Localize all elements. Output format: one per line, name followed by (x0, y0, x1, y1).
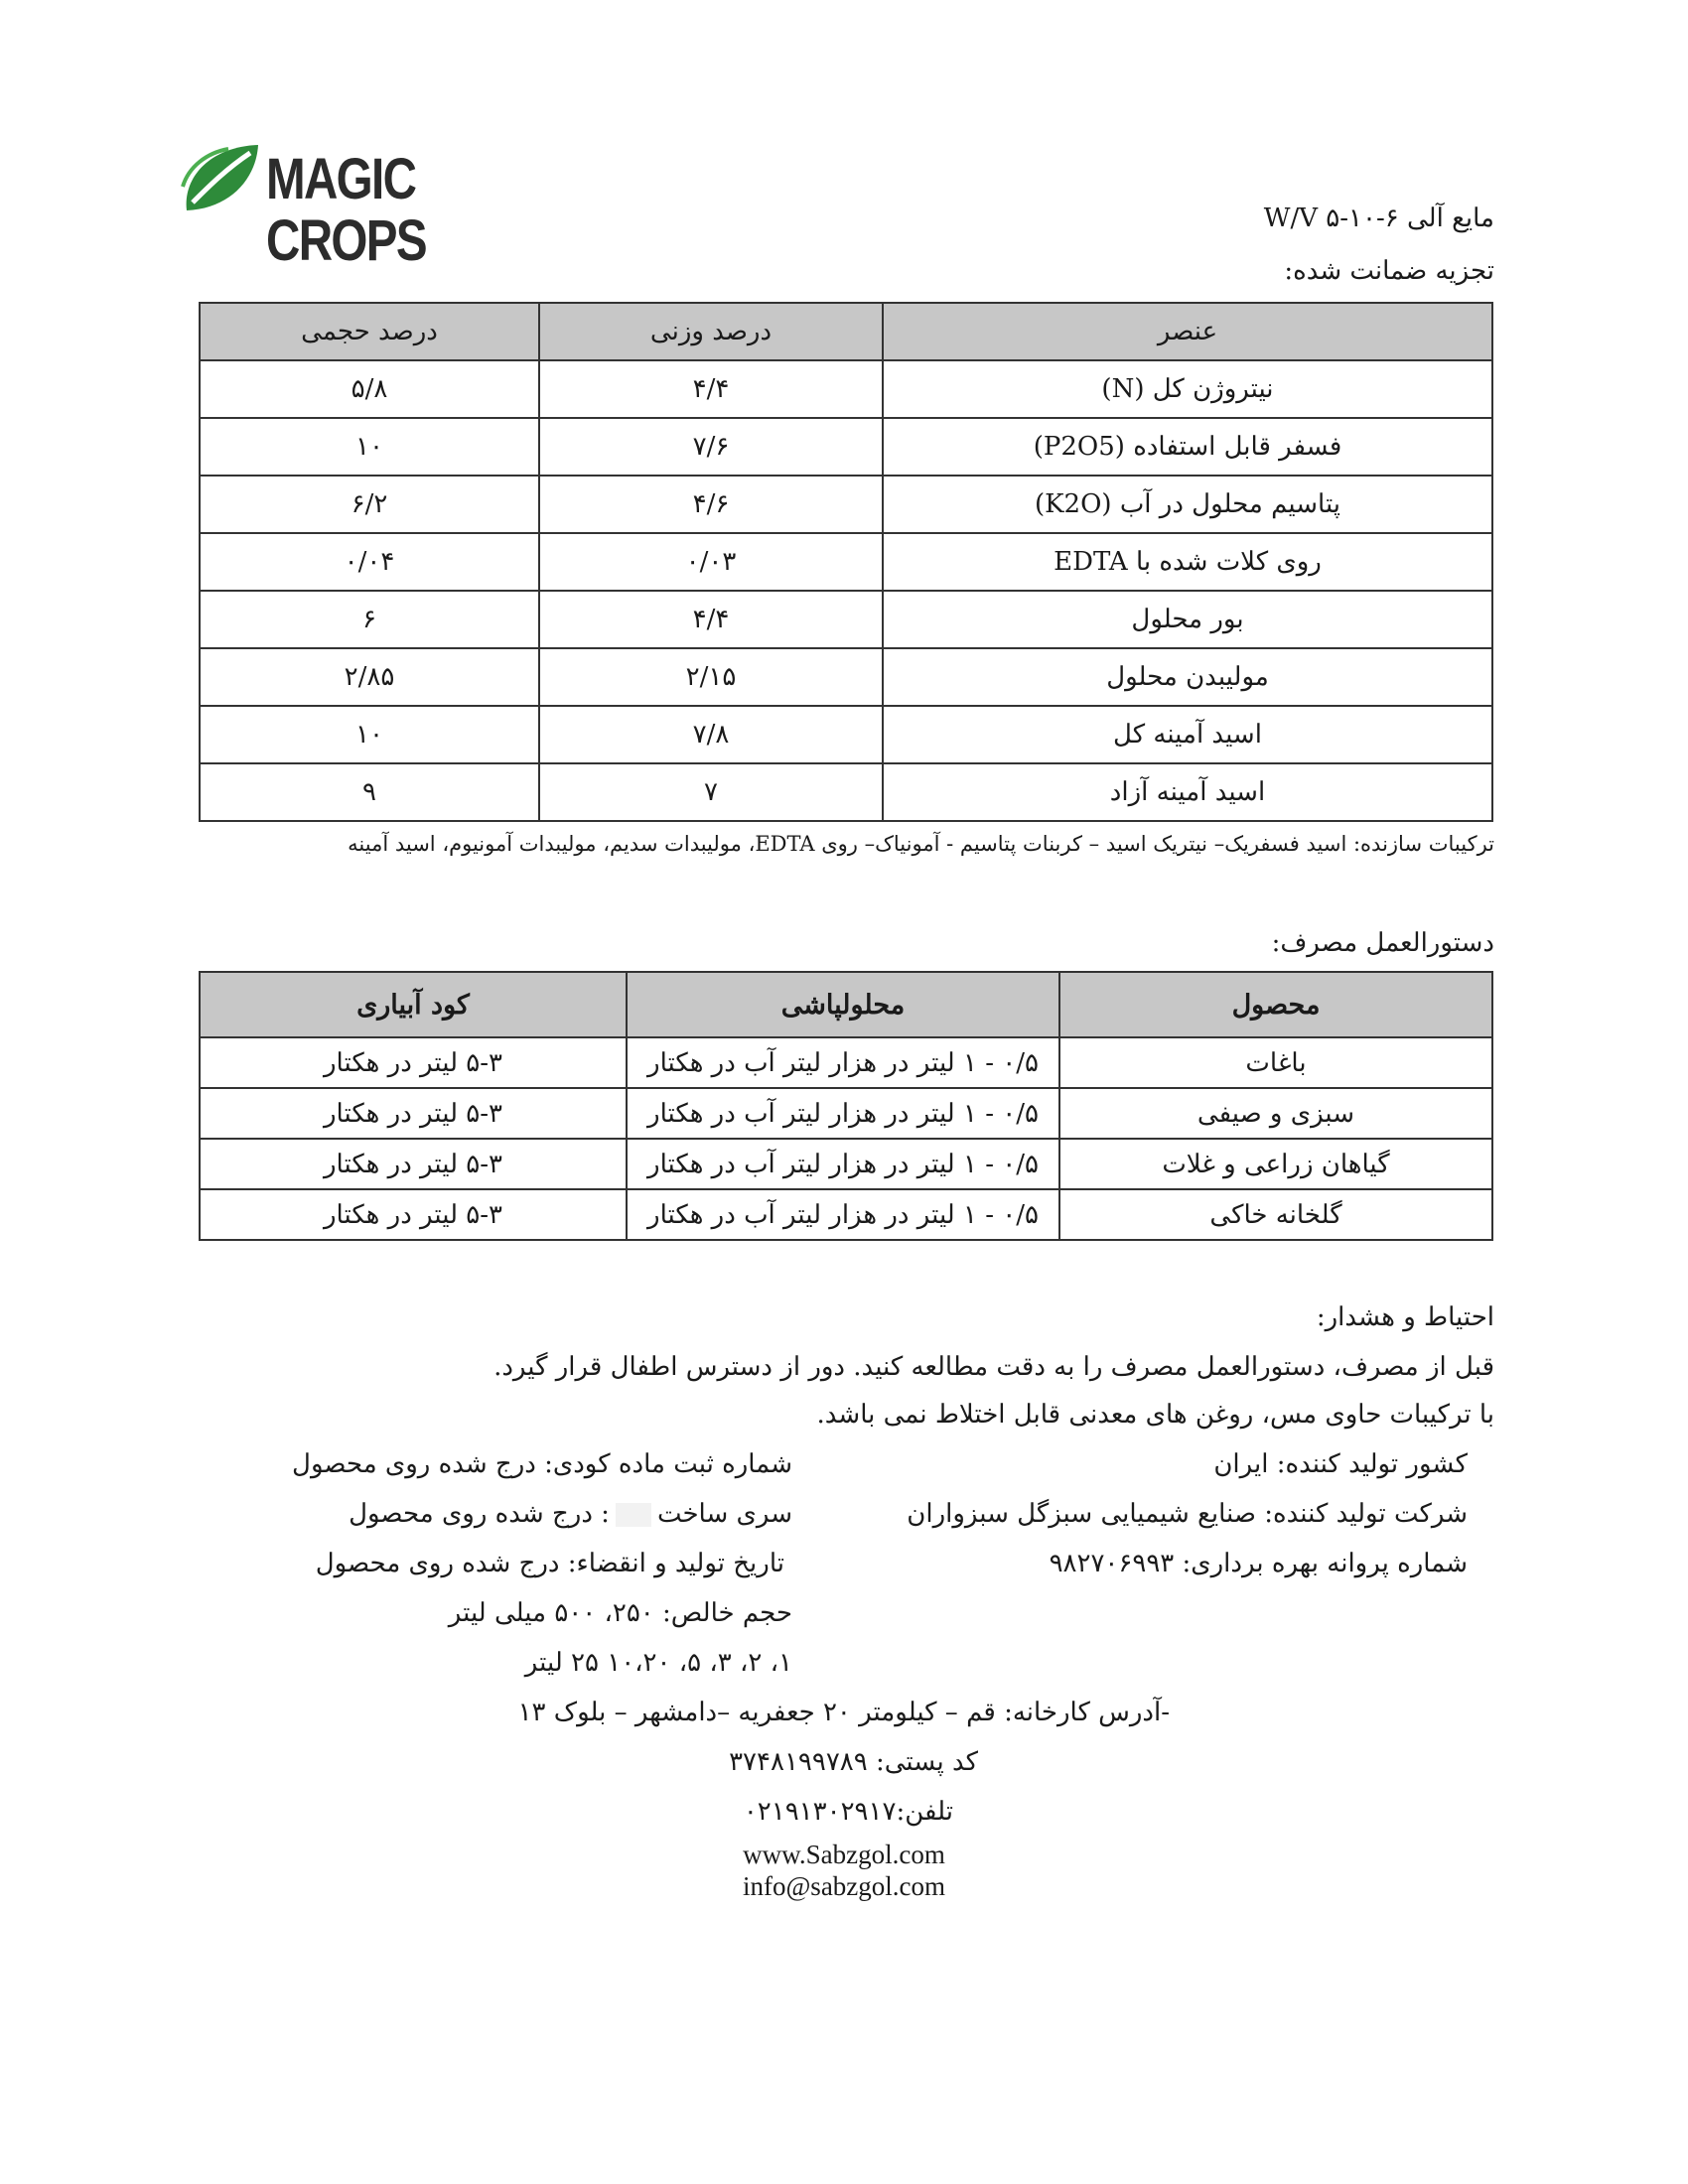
product-title: مایع آلی ۶-۱۰-۵ W/V (1263, 204, 1494, 233)
column-header: محصول (1059, 972, 1492, 1037)
registration-number: شماره ثبت ماده کودی: درج شده روی محصول (292, 1449, 792, 1479)
ingredients-note: ترکیبات سازنده: اسید فسفریک– نیتریک اسید – کربنات پتاسیم - آمونیاک– روی EDTA، مولیبدات سدیم، مولیبدات آمونیوم، اسید آمینه (348, 832, 1494, 856)
foliar-cell: ۰/۵ - ۱ لیتر در هزار لیتر آب در هکتار (627, 1189, 1059, 1240)
volume-percent-cell: ۲/۸۵ (200, 648, 539, 706)
volume-percent-cell: ۹ (200, 763, 539, 821)
volume-percent-cell: ۱۰ (200, 418, 539, 476)
batch-label: سری ساخت (656, 1499, 792, 1529)
batch-value: : درج شده روی محصول (349, 1499, 610, 1529)
weight-percent-cell: ۴/۴ (539, 591, 883, 648)
crop-cell: گلخانه خاکی (1059, 1189, 1492, 1240)
logo-text: MAGIC CROPS (266, 147, 426, 273)
producer-country: کشور تولید کننده: ایران (1213, 1449, 1468, 1479)
weight-percent-cell: ۷/۸ (539, 706, 883, 763)
element-cell: نیتروژن کل (N) (883, 360, 1492, 418)
weight-percent-cell: ۰/۰۳ (539, 533, 883, 591)
column-header: عنصر (883, 303, 1492, 360)
production-expiry-date: تاریخ تولید و انقضاء: درج شده روی محصول (315, 1549, 784, 1578)
table-header-row (200, 303, 1492, 360)
leaf-icon (179, 139, 264, 218)
producer-company: شرکت تولید کننده: صنایع شیمیایی سبزگل سبزواران (907, 1499, 1468, 1529)
email-link[interactable]: info@sabzgol.com (742, 1871, 946, 1901)
weight-percent-cell: ۷ (539, 763, 883, 821)
crop-cell: باغات (1059, 1037, 1492, 1088)
table-row (200, 533, 1492, 591)
table-header-row (200, 972, 1492, 1037)
company-logo (179, 139, 596, 273)
warning-line-1: قبل از مصرف، دستورالعمل مصرف را به دقت مطالعه کنید. دور از دسترس اطفال قرار گیرد. (493, 1352, 1494, 1382)
fertigation-cell: ۵-۳ لیتر در هکتار (200, 1139, 627, 1189)
weight-percent-cell: ۲/۱۵ (539, 648, 883, 706)
table-row (200, 1139, 1492, 1189)
phone-number: تلفن:۰۲۱۹۱۳۰۲۹۱۷ (743, 1797, 953, 1827)
element-cell: فسفر قابل استفاده (P2O5) (883, 418, 1492, 476)
warning-heading: احتیاط و هشدار: (1316, 1302, 1494, 1332)
crop-cell: گیاهان زراعی و غلات (1059, 1139, 1492, 1189)
element-cell: مولیبدن محلول (883, 648, 1492, 706)
factory-address: -آدرس کارخانه: قم – کیلومتر ۲۰ جعفریه –دامشهر – بلوک ۱۳ (517, 1698, 1170, 1727)
weight-percent-cell: ۴/۴ (539, 360, 883, 418)
element-cell: روی کلات شده با EDTA (883, 533, 1492, 591)
table-row (200, 763, 1492, 821)
usage-heading: دستورالعمل مصرف: (1271, 928, 1494, 958)
website-link[interactable]: www.Sabzgol.com (743, 1840, 945, 1869)
table-row (200, 1088, 1492, 1139)
table-row (200, 706, 1492, 763)
column-header: درصد وزنی (539, 303, 883, 360)
table-row (200, 1037, 1492, 1088)
volume-percent-cell: ۱۰ (200, 706, 539, 763)
usage-instructions-table (199, 971, 1493, 1241)
volume-percent-cell: ۶ (200, 591, 539, 648)
column-header: کود آبیاری (200, 972, 627, 1037)
volume-percent-cell: ۶/۲ (200, 476, 539, 533)
element-cell: پتاسیم محلول در آب (K2O) (883, 476, 1492, 533)
table-row (200, 418, 1492, 476)
analysis-heading: تجزیه ضمانت شده: (1284, 256, 1494, 286)
fertigation-cell: ۵-۳ لیتر در هکتار (200, 1189, 627, 1240)
element-cell: اسید آمینه کل (883, 706, 1492, 763)
warning-line-2: با ترکیبات حاوی مس، روغن های معدنی قابل اختلاط نمی باشد. (816, 1400, 1494, 1430)
net-volume-liters: ۱، ۲، ۳، ۵، ۱۰،۲۰ ۲۵ لیتر (524, 1648, 792, 1678)
postal-code: کد پستی: ۳۷۴۸۱۹۹۷۸۹ (729, 1747, 978, 1777)
weight-percent-cell: ۷/۶ (539, 418, 883, 476)
net-volume: حجم خالص: ۲۵۰، ۵۰۰ میلی لیتر (448, 1598, 792, 1628)
column-header: درصد حجمی (200, 303, 539, 360)
foliar-cell: ۰/۵ - ۱ لیتر در هزار لیتر آب در هکتار (627, 1139, 1059, 1189)
license-number: شماره پروانه بهره برداری: ۹۸۲۷۰۶۹۹۳ (1049, 1549, 1468, 1578)
batch-blank (616, 1503, 651, 1527)
volume-percent-cell: ۰/۰۴ (200, 533, 539, 591)
element-cell: اسید آمینه آزاد (883, 763, 1492, 821)
table-row (200, 648, 1492, 706)
foliar-cell: ۰/۵ - ۱ لیتر در هزار لیتر آب در هکتار (627, 1088, 1059, 1139)
table-row (200, 360, 1492, 418)
foliar-cell: ۰/۵ - ۱ لیتر در هزار لیتر آب در هکتار (627, 1037, 1059, 1088)
batch-number (349, 1499, 792, 1529)
fertigation-cell: ۵-۳ لیتر در هکتار (200, 1037, 627, 1088)
column-header: محلولپاشی (627, 972, 1059, 1037)
volume-percent-cell: ۵/۸ (200, 360, 539, 418)
guaranteed-analysis-table (199, 302, 1493, 822)
table-row (200, 1189, 1492, 1240)
fertigation-cell: ۵-۳ لیتر در هکتار (200, 1088, 627, 1139)
table-row (200, 476, 1492, 533)
element-cell: بور محلول (883, 591, 1492, 648)
weight-percent-cell: ۴/۶ (539, 476, 883, 533)
crop-cell: سبزی و صیفی (1059, 1088, 1492, 1139)
table-row (200, 591, 1492, 648)
